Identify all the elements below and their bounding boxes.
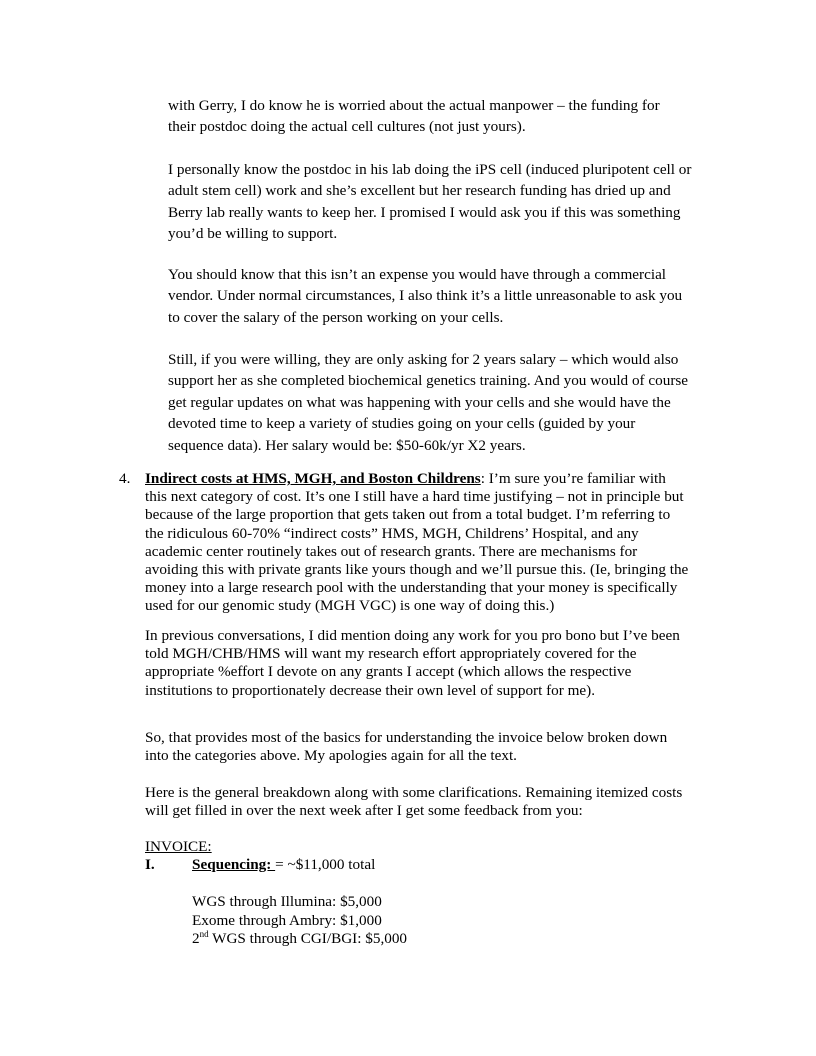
text-line: because of the large proportion that gets taken out from a total budget. I’m referring to bbox=[145, 506, 671, 524]
list-number: 4. bbox=[119, 470, 131, 487]
text-line: So, that provides most of the basics for understanding the invoice below broken down bbox=[145, 729, 668, 746]
cost-wgs-illumina: WGS through Illumina: $5,000 bbox=[192, 893, 382, 910]
paragraph-pro-bono bbox=[145, 627, 725, 700]
text-line: Berry lab really wants to keep her. I promised I would ask you if this was something bbox=[168, 203, 681, 221]
invoice-item-numeral: I. bbox=[145, 856, 155, 873]
paragraph-gerry-manpower bbox=[168, 95, 728, 138]
section-heading: Indirect costs at HMS, MGH, and Boston Childrens bbox=[145, 470, 481, 487]
text-line: You should know that this isn’t an expense you would have through a commercial bbox=[168, 266, 667, 283]
text-line: sequence data). Her salary would be: $50-60k/yr X2 years. bbox=[168, 436, 526, 454]
text-line: with Gerry, I do know he is worried about the actual manpower – the funding for bbox=[168, 97, 660, 114]
text-line: I personally know the postdoc in his lab doing the iPS cell (induced pluripotent cell or bbox=[168, 161, 692, 178]
text-line: this next category of cost. It’s one I still have a hard time justifying – not in principle but bbox=[145, 488, 684, 506]
text-line: told MGH/CHB/HMS will want my research effort appropriately covered for the bbox=[145, 645, 637, 663]
text-line: the ridiculous 60-70% “indirect costs” HMS, MGH, Childrens’ Hospital, and any bbox=[145, 524, 639, 542]
ordinal-number: 2 bbox=[192, 930, 200, 947]
ordinal-suffix: nd bbox=[199, 928, 209, 939]
text-line: you’d be willing to support. bbox=[168, 225, 338, 243]
text-line: academic center routinely takes out of research grants. There are mechanisms for bbox=[145, 542, 638, 560]
invoice-item-total: = ~$11,000 total bbox=[275, 856, 376, 873]
text-line: support her as she completed biochemical genetics training. And you would of course bbox=[168, 372, 689, 390]
text-line: into the categories above. My apologies again for all the text. bbox=[145, 747, 517, 765]
text-line: to cover the salary of the person working on your cells. bbox=[168, 308, 504, 326]
cost-second-wgs bbox=[192, 930, 407, 949]
cost-second-wgs-text: WGS through CGI/BGI: $5,000 bbox=[208, 930, 408, 947]
text-line: their postdoc doing the actual cell cultures (not just yours). bbox=[168, 118, 526, 136]
text-line: appropriate %effort I devote on any grants I accept (which allows the respective bbox=[145, 663, 632, 681]
paragraph-postdoc-ips bbox=[168, 159, 728, 245]
invoice-label-block bbox=[145, 838, 725, 856]
text-line: vendor. Under normal circumstances, I also think it’s a little unreasonable to ask you bbox=[168, 287, 683, 305]
paragraph-salary-request bbox=[168, 349, 728, 456]
paragraph-basics bbox=[145, 729, 725, 765]
text-line: adult stem cell) work and she’s excellent but her research funding has dried up and bbox=[168, 182, 671, 200]
text-line: Here is the general breakdown along with some clarifications. Remaining itemized costs bbox=[145, 784, 683, 801]
text-line: will get filled in over the next week after I get some feedback from you: bbox=[145, 802, 583, 820]
invoice-label: INVOICE: bbox=[145, 838, 212, 855]
text-line: institutions to proportionately decrease their own level of support for me). bbox=[145, 681, 596, 699]
text-line: In previous conversations, I did mention doing any work for you pro bono but I’ve been bbox=[145, 627, 680, 644]
text-line: used for our genomic study (MGH VGC) is one way of doing this.) bbox=[145, 597, 555, 615]
text-line: money into a large research pool with the understanding that your money is specifically bbox=[145, 579, 678, 597]
invoice-cost-list bbox=[192, 893, 407, 949]
invoice-item-heading bbox=[192, 856, 375, 874]
section-heading-line bbox=[145, 470, 725, 488]
text-fragment: : I’m sure you’re familiar with bbox=[480, 470, 666, 487]
text-line: avoiding this with private grants like yours though and we’ll pursue this. (Ie, bringing the bbox=[145, 561, 689, 579]
text-line: Still, if you were willing, they are only asking for 2 years salary – which would also bbox=[168, 351, 679, 368]
paragraph-breakdown bbox=[145, 784, 725, 820]
invoice-item-title: Sequencing: bbox=[192, 856, 276, 873]
section-indirect-costs bbox=[145, 470, 725, 616]
text-line: get regular updates on what was happening with your cells and she would have the bbox=[168, 393, 671, 411]
text-line: devoted time to keep a variety of studies going on your cells (guided by your bbox=[168, 415, 636, 433]
cost-exome-ambry: Exome through Ambry: $1,000 bbox=[192, 911, 382, 929]
paragraph-commercial-vendor bbox=[168, 264, 728, 328]
